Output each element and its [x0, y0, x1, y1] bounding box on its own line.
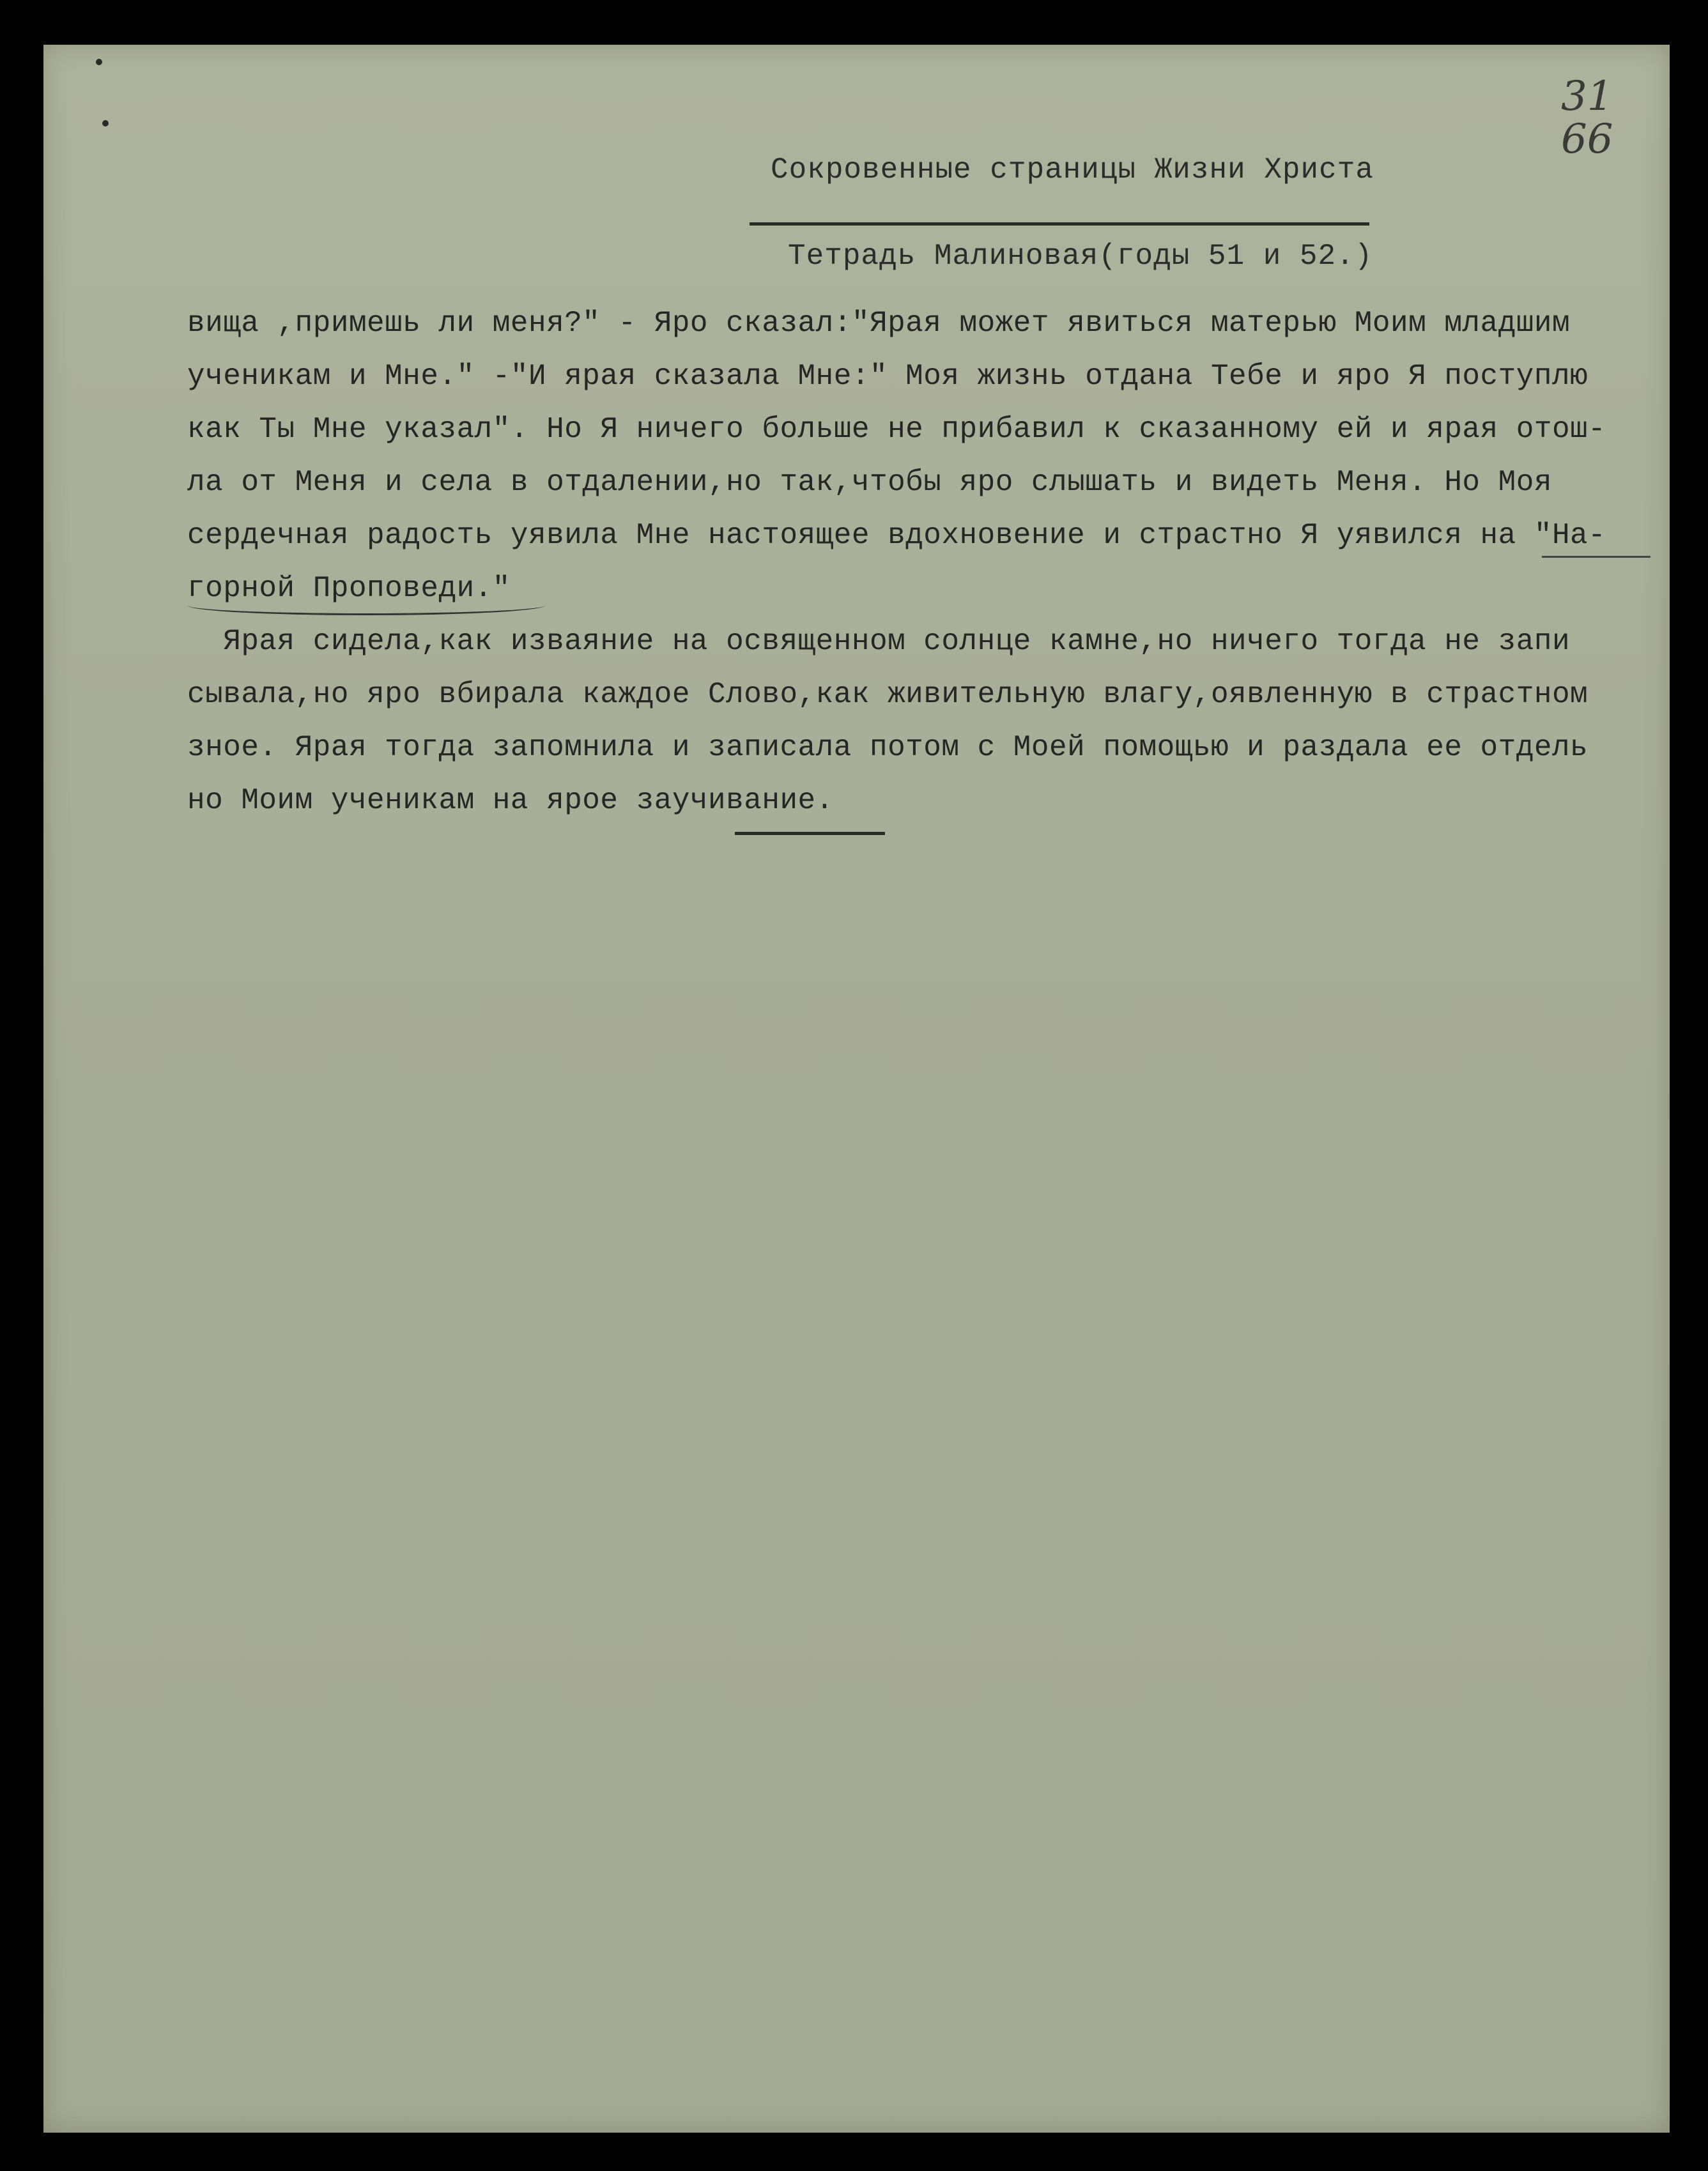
document-page	[43, 45, 1670, 2133]
ink-speck	[102, 120, 109, 127]
text-line: горной Проповеди."	[187, 572, 511, 605]
text-line: зное. Ярая тогда запомнила и записала потом с Моей помощью и раздала ее отдель	[187, 731, 1589, 764]
text-line: ученикам и Мне." -"И ярая сказала Мне:" Моя жизнь отдана Тебе и яро Я поступлю	[187, 360, 1589, 393]
page-number-line-2: 66	[1561, 116, 1613, 164]
ink-speck	[96, 59, 102, 65]
text-line: вища ,примешь ли меня?" - Яро сказал:"Ярая может явиться матерью Моим младшим	[187, 307, 1571, 340]
notebook-subtitle: Тетрадь Малиновая(годы 51 и 52.)	[788, 240, 1373, 273]
closing-rule	[735, 832, 885, 835]
margin-pencil-mark	[1542, 556, 1650, 558]
text-line: сердечная радость уявила Мне настоящее вдохновение и страстно Я уявился на "На-	[187, 519, 1606, 552]
page-number-line-1: 31	[1561, 73, 1613, 120]
body-text	[187, 297, 1657, 827]
page-number	[1561, 73, 1613, 164]
text-line: ла от Меня и села в отдалении,но так,чтобы яро слышать и видеть Меня. Но Моя	[187, 466, 1552, 499]
text-line: но Моим ученикам на ярое заучивание.	[187, 784, 834, 817]
text-line: сывала,но яро вбирала каждое Слово,как живительную влагу,оявленную в страстном	[187, 678, 1589, 711]
title-rule	[750, 222, 1369, 226]
text-line: как Ты Мне указал". Но Я ничего больше не прибавил к сказанному ей и ярая отош-	[187, 413, 1606, 446]
text-line: Ярая сидела,как изваяние на освященном солнце камне,но ничего тогда не запи	[187, 625, 1571, 658]
handwritten-underline	[187, 595, 545, 615]
document-title: Сокровенные страницы Жизни Христа	[771, 153, 1374, 187]
